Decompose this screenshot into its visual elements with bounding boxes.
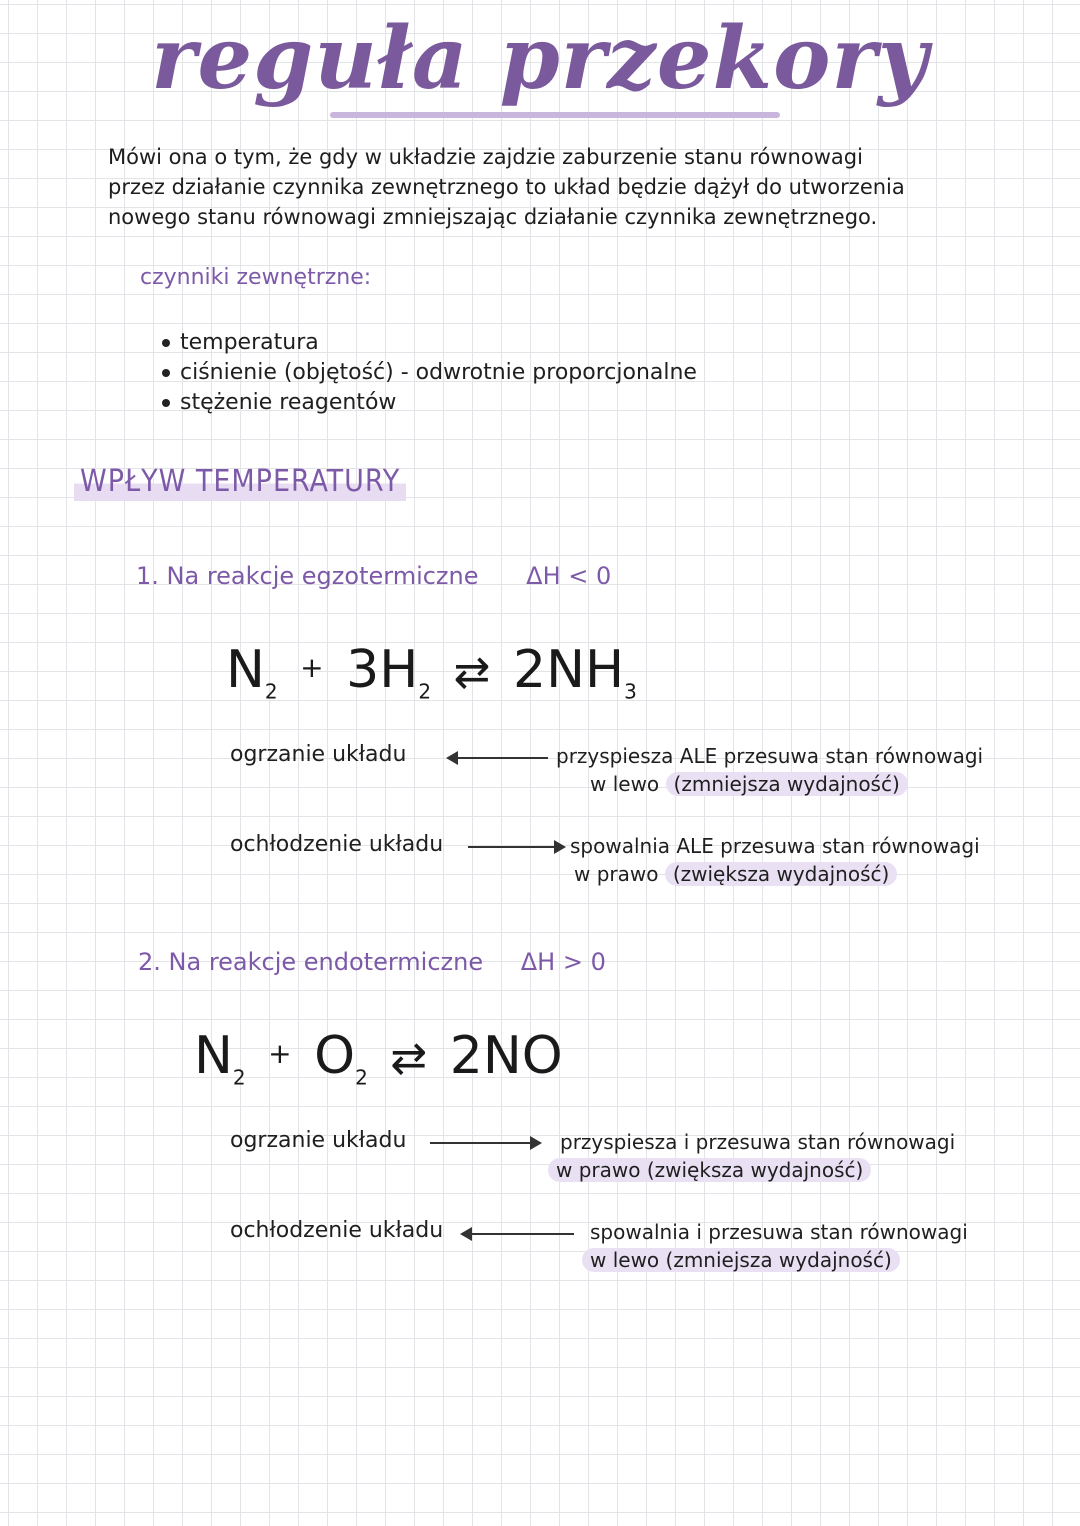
arrow-right-icon <box>430 1142 540 1144</box>
reaction2-heating-effect: przyspiesza i przesuwa stan równowagi w prawo (zwiększa wydajność) <box>548 1128 955 1184</box>
title-underline <box>330 112 780 118</box>
reaction1-heating-label: ogrzanie układu <box>230 742 407 767</box>
reaction2-cooling-effect: spowalnia i przesuwa stan równowagi w lewo (zmniejsza wydajność) <box>582 1218 968 1274</box>
arrow-left-icon <box>462 1233 574 1235</box>
equilibrium-arrow-icon: ⇄ <box>390 1033 428 1084</box>
reaction2-heading: 2. Na reakcje endotermiczne ΔH > 0 <box>138 948 606 976</box>
intro-paragraph <box>108 142 1038 232</box>
intro-line-2: przez działanie czynnika zewnętrznego to układ będzie dążył do utworzenia <box>108 175 905 199</box>
bullet-icon <box>162 399 170 407</box>
reaction2-heating-label: ogrzanie układu <box>230 1128 407 1153</box>
reaction1-equation: $N_2 + 3H_2$ ⇄ $2NH_3$ <box>226 640 637 704</box>
reaction1-cooling-label: ochłodzenie układu <box>230 832 444 857</box>
reaction1-delta: ΔH < 0 <box>526 562 612 590</box>
reaction1-cooling-effect: spowalnia ALE przesuwa stan równowagi w prawo (zwiększa wydajność) <box>570 834 980 886</box>
reaction2-cooling-label: ochłodzenie układu <box>230 1218 444 1243</box>
intro-line-3: nowego stanu równowagi zmniejszając działanie czynnika zewnętrznego. <box>108 205 878 229</box>
section-heading: WPŁYW TEMPERATURY <box>74 462 406 501</box>
intro-line-1: Mówi ona o tym, że gdy w układzie zajdzie zaburzenie stanu równowagi <box>108 145 863 169</box>
bullet-icon <box>162 339 170 347</box>
reaction1-heating-effect: przyspiesza ALE przesuwa stan równowagi w lewo (zmniejsza wydajność) <box>556 744 984 796</box>
page-title: reguła przekory <box>151 8 929 109</box>
factor-item: temperatura <box>162 328 697 358</box>
factor-item: ciśnienie (objętość) - odwrotnie proporcjonalne <box>162 358 697 388</box>
arrow-left-icon <box>448 757 548 759</box>
reaction2-delta: ΔH > 0 <box>520 948 606 976</box>
bullet-icon <box>162 369 170 377</box>
reaction1-heading: 1. Na reakcje egzotermiczne ΔH < 0 <box>136 562 612 590</box>
reaction2-equation: $N_2 + O_2$ ⇄ 2NO <box>194 1026 563 1090</box>
factor-item: stężenie reagentów <box>162 388 697 418</box>
arrow-right-icon <box>468 846 564 848</box>
factors-list <box>162 328 697 418</box>
equilibrium-arrow-icon: ⇄ <box>453 647 491 698</box>
factors-label: czynniki zewnętrzne: <box>140 265 372 290</box>
